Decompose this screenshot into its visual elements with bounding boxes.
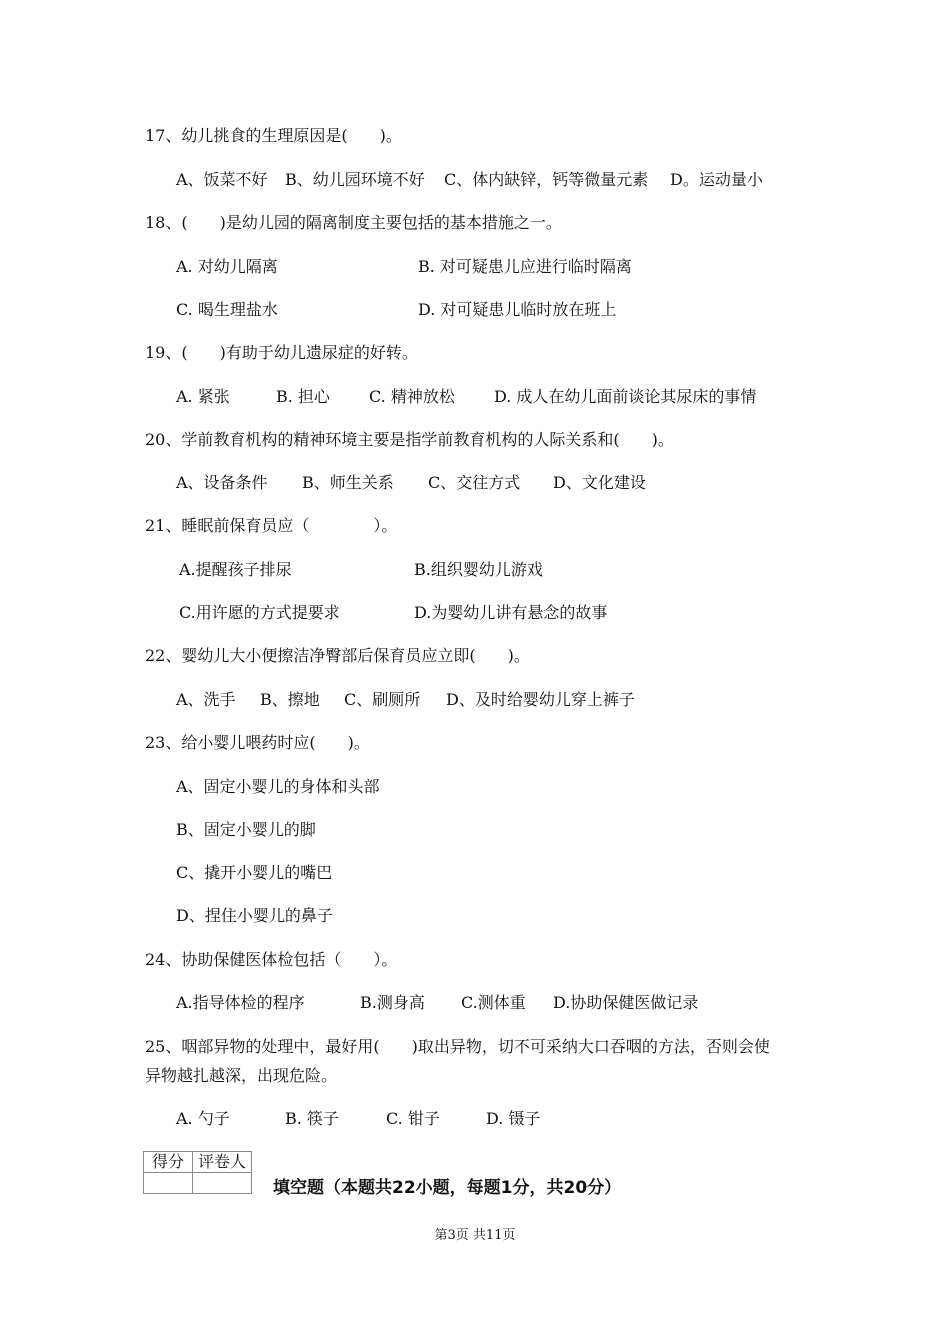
question-21-option-a: A.提醒孩子排尿 xyxy=(179,560,292,579)
question-22-option-a: A、洗手 xyxy=(176,690,236,709)
page-footer: 第3页 共11页 xyxy=(434,1228,516,1243)
question-23-option-c: C、撬开小婴儿的嘴巴 xyxy=(176,863,333,882)
question-21-option-d: D.为婴幼儿讲有悬念的故事 xyxy=(414,603,608,622)
question-20-option-c: C、交往方式 xyxy=(428,473,521,492)
question-18-option-b: B. 对可疑患儿应进行临时隔离 xyxy=(418,257,632,276)
score-label: 得分 xyxy=(144,1152,193,1173)
section-title: 填空题（本题共22小题，每题1分，共20分） xyxy=(273,1178,622,1198)
question-18-option-a: A. 对幼儿隔离 xyxy=(176,257,278,276)
question-25-stem-line-1: 25、咽部异物的处理中，最好用( )取出异物，切不可采纳大口吞咽的方法，否则会使 xyxy=(145,1037,770,1056)
question-23-option-a: A、固定小婴儿的身体和头部 xyxy=(176,777,380,796)
question-25-option-c: C. 钳子 xyxy=(386,1109,440,1128)
question-23-stem: 23、给小婴儿喂药时应( )。 xyxy=(145,733,370,752)
question-25-option-d: D. 镊子 xyxy=(486,1109,541,1128)
question-25-option-b: B. 筷子 xyxy=(285,1109,339,1128)
question-20-option-a: A、设备条件 xyxy=(176,473,268,492)
question-24-option-a: A.指导体检的程序 xyxy=(176,993,305,1012)
question-24-option-b: B.测身高 xyxy=(360,993,425,1012)
question-18-stem: 18、( )是幼儿园的隔离制度主要包括的基本措施之一。 xyxy=(145,213,562,232)
question-17-option-d: D。运动量小 xyxy=(670,170,763,189)
question-22-option-b: B、擦地 xyxy=(260,690,320,709)
question-19-stem: 19、( )有助于幼儿遗尿症的好转。 xyxy=(145,343,418,362)
question-17-option-b: B、幼儿园环境不好 xyxy=(285,170,425,189)
question-17-option-a: A、饭菜不好 xyxy=(176,170,268,189)
question-18-option-d: D. 对可疑患儿临时放在班上 xyxy=(418,300,617,319)
question-17-stem: 17、幼儿挑食的生理原因是( )。 xyxy=(145,126,402,145)
question-19-option-d: D. 成人在幼儿面前谈论其尿床的事情 xyxy=(494,387,757,406)
score-table xyxy=(143,1151,252,1194)
question-19-option-b: B. 担心 xyxy=(276,387,330,406)
question-24-option-c: C.测体重 xyxy=(461,993,526,1012)
question-22-stem: 22、婴幼儿大小便擦洁净臀部后保育员应立即( )。 xyxy=(145,646,530,665)
question-20-stem: 20、学前教育机构的精神环境主要是指学前教育机构的人际关系和( )。 xyxy=(145,430,674,449)
question-19-option-c: C. 精神放松 xyxy=(369,387,455,406)
question-21-option-b: B.组织婴幼儿游戏 xyxy=(414,560,543,579)
question-21-stem: 21、睡眠前保育员应（ ）。 xyxy=(145,516,398,535)
question-23-option-d: D、捏住小婴儿的鼻子 xyxy=(176,906,333,925)
question-24-option-d: D.协助保健医做记录 xyxy=(553,993,699,1012)
question-21-option-c: C.用许愿的方式提要求 xyxy=(179,603,340,622)
question-25-option-a: A. 勺子 xyxy=(176,1109,230,1128)
question-24-stem: 24、协助保健医体检包括（ ）。 xyxy=(145,950,398,969)
question-18-option-c: C. 喝生理盐水 xyxy=(176,300,278,319)
grader-label: 评卷人 xyxy=(193,1152,252,1173)
question-20-option-d: D、文化建设 xyxy=(553,473,646,492)
question-22-option-d: D、及时给婴幼儿穿上裤子 xyxy=(446,690,635,709)
question-22-option-c: C、刷厕所 xyxy=(344,690,421,709)
question-17-option-c: C、体内缺锌，钙等微量元素 xyxy=(444,170,649,189)
grader-cell[interactable] xyxy=(193,1173,252,1194)
score-cell[interactable] xyxy=(144,1173,193,1194)
question-20-option-b: B、师生关系 xyxy=(302,473,394,492)
question-25-stem-line-2: 异物越扎越深，出现危险。 xyxy=(145,1066,338,1085)
question-23-option-b: B、固定小婴儿的脚 xyxy=(176,820,316,839)
question-19-option-a: A. 紧张 xyxy=(176,387,230,406)
